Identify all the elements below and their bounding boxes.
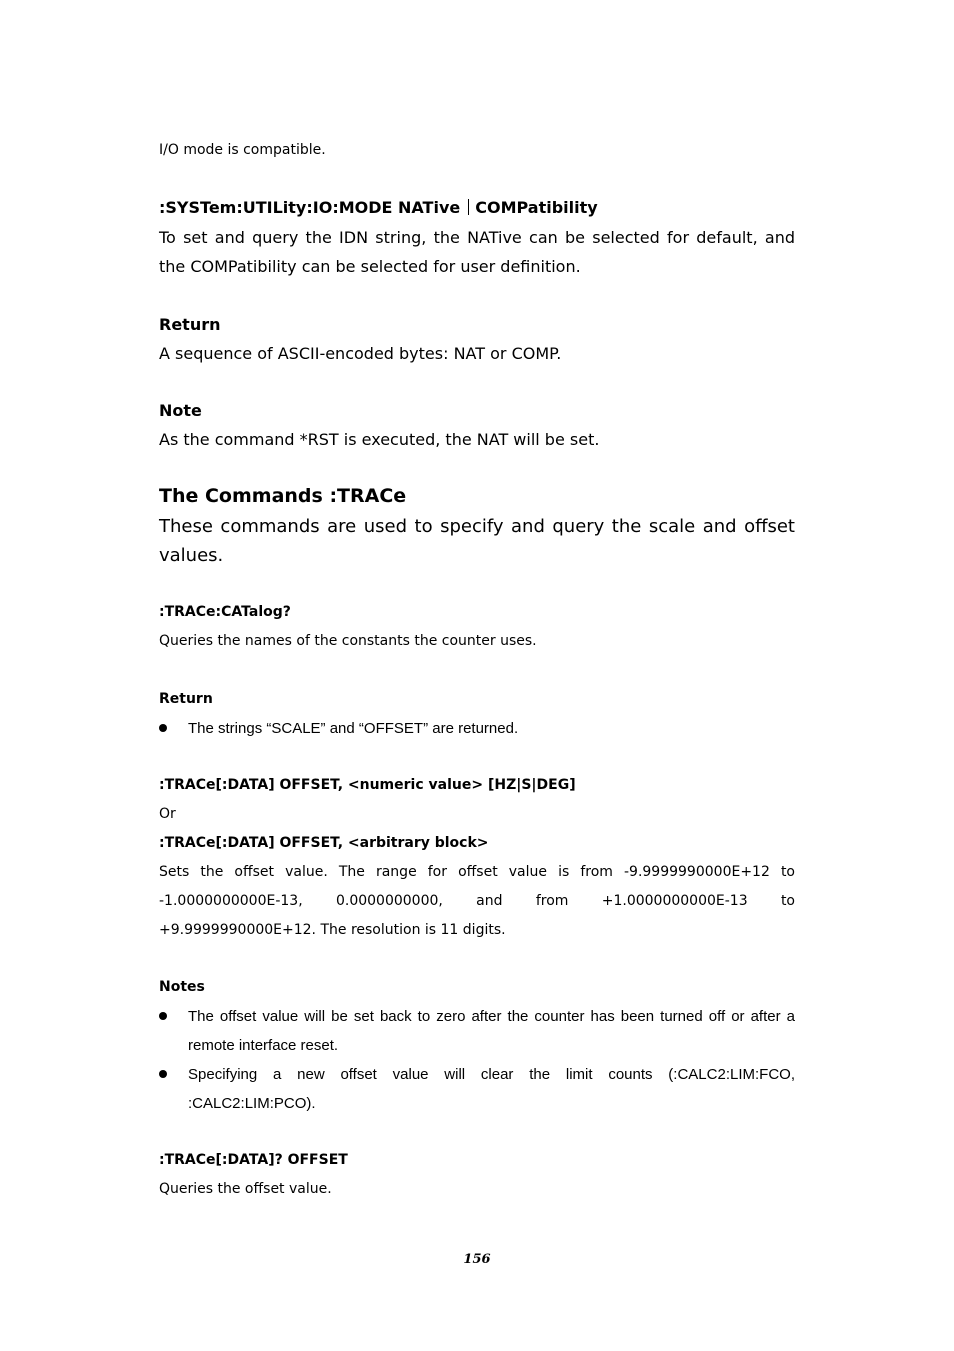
list-item xyxy=(159,1060,795,1118)
trace-catalog-description: Queries the names of the constants the counter uses. xyxy=(159,633,537,649)
notes-heading: Notes xyxy=(159,979,205,995)
list-item xyxy=(159,1002,795,1060)
note-text: As the command *RST is executed, the NAT will be set. xyxy=(159,430,600,449)
trace-catalog-return-heading: Return xyxy=(159,691,213,707)
system-io-mode-command xyxy=(159,198,795,217)
bullet-icon xyxy=(159,1012,167,1020)
bullet-icon xyxy=(159,1070,167,1078)
trace-offset-description: Sets the offset value. The range for offset value is from -9.9999990000E+12 to -1.0000000000E-13, 0.0000000000, and from +1.0000000000E-13 to +9.9999990000E+12. The resolution is 11 digits. xyxy=(159,864,795,938)
bullet-icon xyxy=(159,724,167,732)
list-item xyxy=(159,714,795,743)
note-heading: Note xyxy=(159,401,202,420)
list-item-text: The strings “SCALE” and “OFFSET” are returned. xyxy=(188,720,519,737)
system-io-mode-description: To set and query the IDN string, the NATive can be selected for default, and the COMPatibility can be selected for user definition. xyxy=(159,228,795,276)
trace-catalog-command: :TRACe:CATalog? xyxy=(159,604,291,620)
trace-section-intro: These commands are used to specify and query the scale and offset values. xyxy=(159,516,795,566)
list-item-text: The offset value will be set back to zero after the counter has been turned off or after a remote interface reset. xyxy=(188,1008,795,1054)
trace-section-heading: The Commands :TRACe xyxy=(159,485,407,507)
command-part-native: :SYSTem:UTILity:IO:MODE NATive xyxy=(159,198,461,217)
trace-offset-command-numeric: :TRACe[:DATA] OFFSET, <numeric value> [HZ|S|DEG] xyxy=(159,777,576,793)
separator-bar xyxy=(468,199,469,215)
page-number: 156 xyxy=(463,1252,491,1267)
return-text: A sequence of ASCII-encoded bytes: NAT or COMP. xyxy=(159,344,562,363)
or-text: Or xyxy=(159,806,176,822)
intro-line: I/O mode is compatible. xyxy=(159,142,326,158)
command-part-compatibility: COMPatibility xyxy=(475,198,598,217)
trace-offset-query-command: :TRACe[:DATA]? OFFSET xyxy=(159,1152,348,1168)
return-heading: Return xyxy=(159,315,221,334)
list-item-text: Specifying a new offset value will clear the limit counts (:CALC2:LIM:FCO, :CALC2:LIM:PCO). xyxy=(188,1066,795,1112)
trace-offset-command-block: :TRACe[:DATA] OFFSET, <arbitrary block> xyxy=(159,835,489,851)
trace-offset-query-description: Queries the offset value. xyxy=(159,1181,332,1197)
